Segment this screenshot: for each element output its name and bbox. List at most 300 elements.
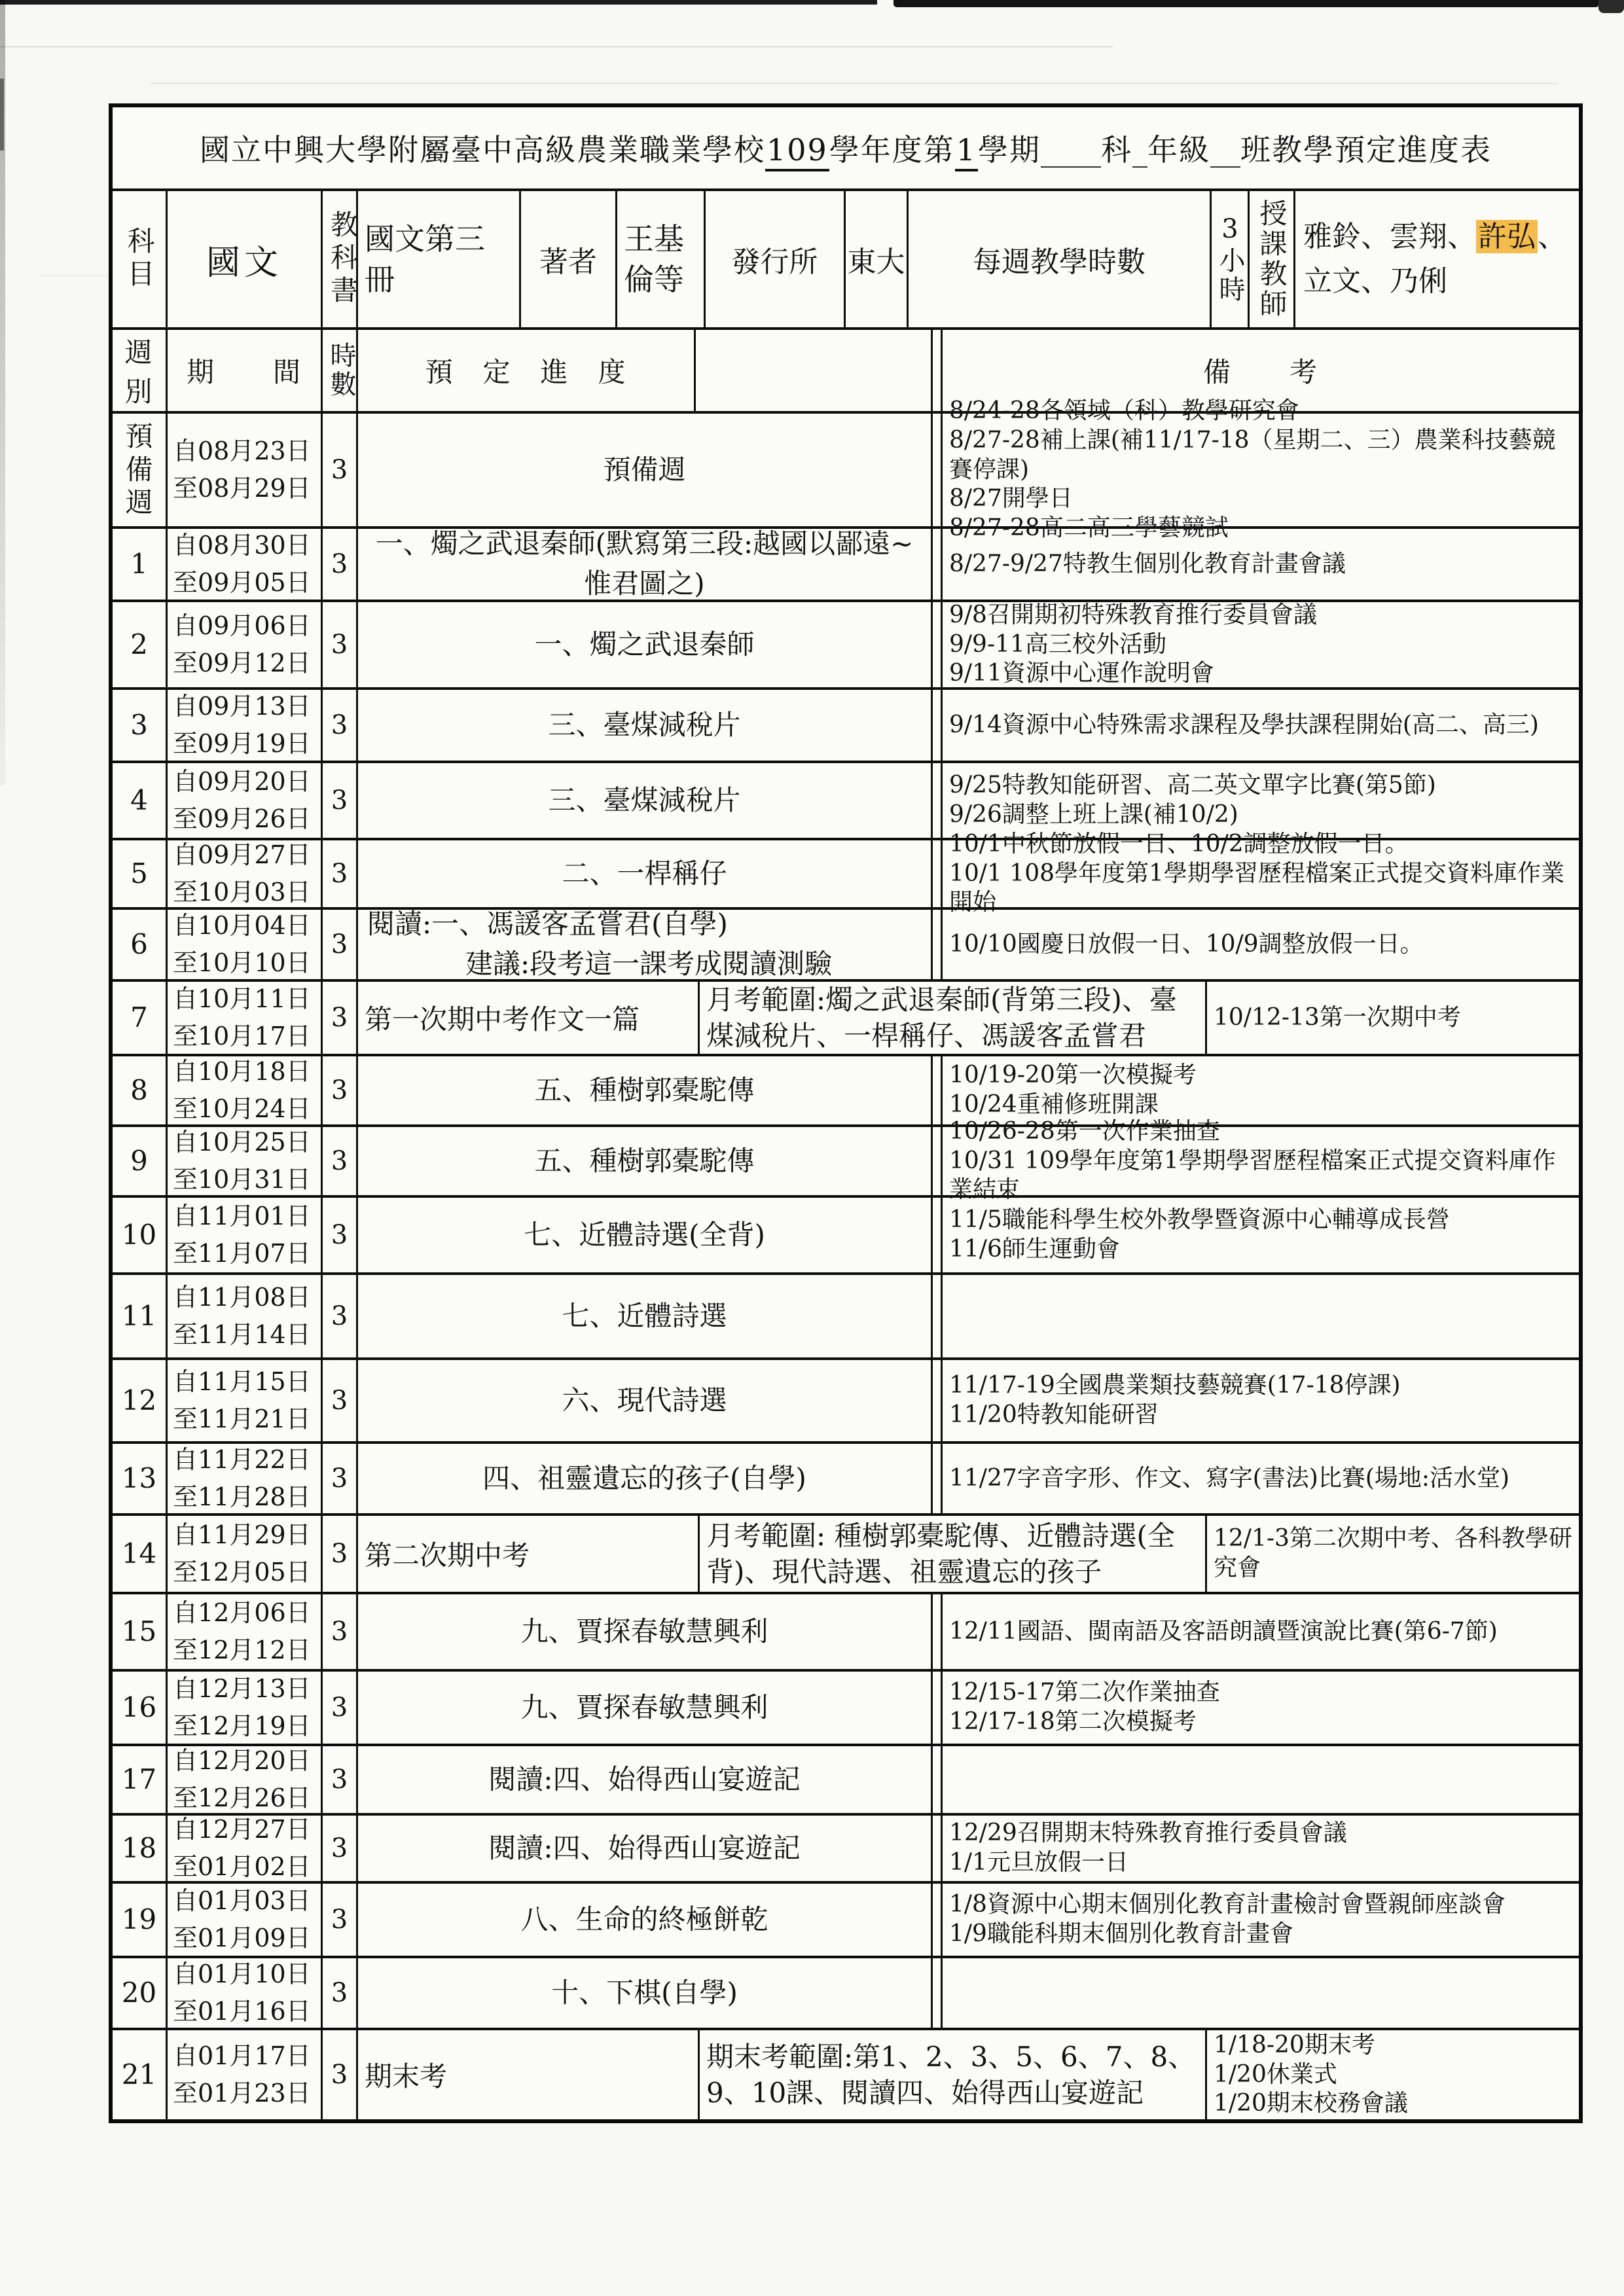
progress-cell [358,982,700,1054]
hours-cell: 3 [323,2030,358,2119]
period-line: 至11月28日 [173,1482,311,1511]
remarks-cell [943,690,1579,761]
column-divider [933,1275,943,1357]
period-line: 至11月14日 [173,1320,311,1349]
title-text: 班教學預定進度表 [1240,132,1492,168]
progress-line: 四、祖靈遺忘的孩子(自學) [482,1462,806,1494]
subject-value-cell [168,191,323,327]
progress-line: 七、近體詩選(全背) [524,1218,765,1251]
period-line: 至10月24日 [173,1094,311,1123]
period-cell [168,1275,323,1357]
period-cell [168,1516,323,1592]
hours-cell: 3 [323,690,358,761]
week-cell [113,602,168,687]
title-text: __ [1210,132,1241,168]
publisher-label-cell [706,191,846,327]
period-line: 至01月16日 [173,1997,311,2026]
author-value: 王基倫等 [624,221,684,297]
column-divider [933,1958,943,2028]
progress-cell [358,1444,933,1513]
subject-value: 國文 [206,243,282,283]
progress-line: 一、燭之武退秦師 [534,628,755,660]
page-title [200,126,1492,170]
scan-artifact [151,82,1558,84]
period-cell [168,1056,323,1124]
progress-line: 閱讀:四、始得西山宴遊記 [488,1763,801,1795]
progress-cell [358,1056,933,1124]
period-line: 至10月17日 [173,1022,311,1050]
exam-scope-text: 期末考範圍:第1、2、3、5、6、7、8、9、10課、閱讀四、始得西山宴遊記 [706,2040,1196,2109]
week-number: 2 [130,628,148,660]
remark-line: 12/1-3第二次期中考、各科教學研究會 [1214,1525,1572,1581]
progress-cell [358,2030,700,2119]
week-cell [113,1594,168,1669]
progress-line: 閱讀:四、始得西山宴遊記 [488,1831,801,1864]
remark-line: 10/1中秋節放假一日、10/2調整放假一日。 [949,831,1409,858]
progress-cell [358,1516,700,1592]
period-line: 自11月08日 [173,1283,311,1312]
textbook-label: 教科書 [327,210,359,308]
title-text: _ [1132,132,1148,168]
column-header-empty [696,330,933,411]
progress-line: 九、賈探春敏慧興利 [520,1691,768,1723]
title-underlined-value: 109 [765,132,829,171]
week-cell [113,1127,168,1195]
period-line: 至11月07日 [173,1239,311,1268]
hours-cell: 3 [323,1198,358,1272]
remarks-cell [943,1444,1579,1513]
scan-artifact [0,0,5,785]
progress-line: 六、現代詩選 [562,1384,727,1416]
column-remarks: 備 考 [1202,356,1318,388]
table-row [113,1275,1579,1360]
period-line: 自08月30日 [173,531,311,560]
remark-line: 9/8召開期初特殊教育推行委員會議 [949,601,1317,629]
table-row [113,1816,1579,1884]
table-row [113,763,1579,840]
remarks-cell [943,1746,1579,1813]
teachers-value-cell [1295,191,1579,327]
week-number: 10 [121,1218,157,1251]
remark-line: 8/24-28各領域（科）教學研究會 [949,397,1299,425]
remark-line: 11/6師生運動會 [949,1236,1120,1263]
remark-line: 10/12-13第一次期中考 [1214,1003,1461,1031]
progress-cell [358,1594,933,1669]
hours-cell: 3 [323,1958,358,2028]
period-line: 至01月09日 [173,1924,311,1952]
progress-line: 二、一桿稱仔 [562,857,727,889]
week-cell [113,763,168,838]
hours-cell: 3 [323,1516,358,1592]
hours-cell: 3 [323,1056,358,1124]
week-cell [113,1198,168,1272]
remarks-cell [943,529,1579,600]
remarks-cell [943,1198,1579,1272]
period-line: 自12月27日 [173,1815,311,1844]
week-number: 16 [121,1691,157,1723]
progress-cell [358,529,933,600]
week-cell [113,982,168,1054]
progress-cell [358,763,933,838]
period-cell [168,1594,323,1669]
period-cell [168,1746,323,1813]
exam-scope-text: 月考範圍: 種樹郭橐駝傳、近體詩選(全背)、現代詩選、祖靈遺忘的孩子 [706,1519,1175,1588]
week-number: 20 [121,1976,157,2009]
column-divider [933,1198,943,1272]
period-line: 自10月04日 [173,911,311,940]
period-line: 至09月19日 [173,729,311,758]
teacher-names: 、立文、乃俐 [1303,219,1566,298]
progress-line: 預備週 [603,453,686,486]
period-cell [168,1672,323,1744]
period-cell [168,1360,323,1441]
progress-line: 惟君圖之) [584,567,705,600]
remark-line: 11/17-19全國農業類技藝競賽(17-18停課) [949,1372,1401,1399]
remark-line: 1/20期末校務會議 [1214,2090,1408,2117]
progress-line: 第二次期中考 [365,1539,530,1571]
progress-line: 一、燭之武退秦師(默寫第三段:越國以鄙遠~ [375,528,914,560]
remark-line: 12/15-17第二次作業抽查 [949,1679,1220,1706]
period-line: 自11月22日 [173,1445,311,1474]
remark-line: 11/27字音字形、作文、寫字(書法)比賽(場地:活水堂) [949,1464,1510,1492]
progress-cell [358,840,933,907]
remarks-cell [943,1816,1579,1881]
table-row [113,1594,1579,1672]
table-row [113,910,1579,982]
remark-line: 8/27開學日 [949,485,1073,512]
period-cell [168,414,323,526]
period-cell [168,840,323,907]
remarks-cell [943,763,1579,838]
week-number: 12 [121,1384,157,1416]
column-divider [933,763,943,838]
scan-artifact [0,79,4,151]
remarks-cell [943,1884,1579,1956]
week-cell [113,2030,168,2119]
period-line: 自10月25日 [173,1128,311,1157]
hours-cell: 3 [323,1127,358,1195]
remark-line: 10/1 108學年度第1學期學習歷程檔案正式提交資料庫作業開始 [949,859,1564,916]
column-divider [933,1444,943,1513]
column-divider [933,910,943,979]
column-divider [933,1594,943,1669]
week-number: 15 [121,1615,157,1647]
remark-line: 10/31 109學年度第1學期學習歷程檔案正式提交資料庫作業結束 [949,1147,1556,1204]
period-cell [168,1127,323,1195]
column-divider [933,1884,943,1956]
week-cell [113,1360,168,1441]
period-cell [168,1958,323,2028]
hours-cell: 3 [323,910,358,979]
table-row [113,690,1579,763]
table-row [113,1516,1579,1594]
column-divider [933,690,943,761]
textbook-value-cell [358,191,521,327]
week-cell [113,1958,168,2028]
remarks-cell [943,831,1579,916]
period-cell [168,763,323,838]
week-number: 18 [121,1831,157,1864]
progress-line: 八、生命的終極餅乾 [520,1903,768,1935]
week-cell [113,1816,168,1881]
title-text: 學期 [978,132,1041,168]
period-line: 至10月03日 [173,878,311,906]
hours-cell: 3 [323,982,358,1054]
period-cell [168,982,323,1054]
week-cell [113,840,168,907]
week-cell [113,1746,168,1813]
week-number: 13 [121,1462,157,1494]
progress-cell [358,690,933,761]
remarks-cell [1207,1516,1579,1592]
teacher-name-highlighted: 許弘 [1476,220,1538,253]
progress-line: 三、臺煤減稅片 [548,708,741,741]
remark-line: 1/8資源中心期末個別化教育計畫檢討會暨親師座談會 [949,1891,1506,1918]
hours-cell: 3 [323,1444,358,1513]
week-number: 14 [121,1537,157,1570]
hours-cell: 3 [323,602,358,687]
column-hours: 時數 [323,330,358,411]
exam-scope-cell [700,982,1207,1054]
hours-cell: 3 [323,763,358,838]
scan-artifact [0,0,877,5]
week-number: 1 [130,547,148,580]
remark-line: 12/11國語、閩南語及客語朗讀暨演說比賽(第6-7節) [949,1617,1498,1645]
table-row [113,2030,1579,2119]
week-number: 17 [121,1763,157,1795]
remark-line: 8/27-28補上課(補11/17-18（星期二、三）農業科技藝競賽停課) [949,427,1556,483]
teachers-value [1303,215,1575,304]
progress-line: 五、種樹郭橐駝傳 [534,1144,755,1177]
period-line: 至12月26日 [173,1784,311,1812]
period-cell [168,690,323,761]
table-row [113,1672,1579,1746]
period-line: 自12月13日 [173,1674,311,1703]
period-line: 自09月13日 [173,692,311,721]
weekly-hours-value-cell [1212,191,1250,327]
period-line: 自11月15日 [173,1367,311,1396]
hours-cell: 3 [323,1884,358,1956]
week-cell [113,1275,168,1357]
table-row [113,1958,1579,2030]
period-cell [168,529,323,600]
table-row [113,982,1579,1056]
title-text: 科 [1101,132,1133,168]
weekly-hours-label-cell [909,191,1212,327]
progress-line: 閱讀:一、馮諼客孟嘗君(自學) [367,908,728,941]
progress-cell [358,414,933,526]
progress-line: 建議:段考這一課考成閱讀測驗 [465,948,833,980]
column-divider [933,1056,943,1124]
period-line: 至09月12日 [173,649,311,677]
remarks-cell [943,1118,1579,1204]
remark-line: 12/17-18第二次模擬考 [949,1708,1197,1735]
progress-cell [358,1127,933,1195]
remarks-cell [943,1958,1579,2028]
remark-line: 1/9職能科期末個別化教育計畫會 [949,1920,1293,1947]
scan-artifact [0,46,1113,48]
period-line: 自09月27日 [173,840,311,869]
progress-line: 三、臺煤減稅片 [548,783,741,816]
progress-cell [358,1884,933,1956]
period-line: 至09月26日 [173,804,311,833]
progress-line: 五、種樹郭橐駝傳 [534,1073,755,1106]
hours-cell: 3 [323,1594,358,1669]
progress-cell [358,1958,933,2028]
week-number: 7 [130,1001,148,1033]
period-cell [168,1198,323,1272]
remark-line: 11/20特教知能研習 [949,1401,1159,1428]
remarks-cell [943,1594,1579,1669]
column-divider [933,1127,943,1195]
column-divider [933,1672,943,1744]
remark-line: 1/18-20期末考 [1214,2032,1375,2059]
table-row [113,602,1579,690]
title-text: 國立中興大學附屬臺中高級農業職業學校 [199,132,765,168]
progress-line: 十、下棋(自學) [551,1976,738,2009]
textbook-value: 國文第三冊 [365,221,485,297]
hours-cell: 3 [323,1360,358,1441]
week-number: 9 [130,1144,148,1177]
period-line: 自09月20日 [173,767,311,796]
exam-scope-cell [700,2030,1207,2119]
table-row [113,1118,1579,1204]
period-line: 至11月21日 [173,1405,311,1433]
column-divider [933,1746,943,1813]
table-row [113,831,1579,916]
subject-label-cell [113,191,168,327]
remarks-cell [1207,2030,1579,2119]
exam-scope-text: 月考範圍:燭之武退秦師(背第三段)、臺煤減稅片、一桿稱仔、馮諼客孟嘗君 [706,983,1177,1052]
table-row [113,397,1579,541]
column-divider [933,840,943,907]
week-number: 6 [130,927,148,960]
table-row [113,1056,1579,1127]
title-text: 學年度第 [829,132,955,168]
title-underlined-value: 1 [955,132,978,171]
period-line: 至10月31日 [173,1165,311,1194]
remarks-cell [943,1672,1579,1744]
table-row [113,1746,1579,1816]
progress-line: 第一次期中考作文一篇 [365,1003,640,1035]
period-cell [168,602,323,687]
remark-line: 10/10國慶日放假一日、10/9調整放假一日。 [949,930,1424,958]
textbook-label-cell [323,191,358,327]
week-cell [113,1444,168,1513]
progress-cell [358,1360,933,1441]
period-line: 至09月05日 [173,568,311,597]
period-line: 自11月01日 [173,1202,311,1230]
week-number: 11 [121,1299,157,1332]
table-row [113,1198,1579,1275]
period-line: 至08月29日 [173,474,311,503]
remark-line: 10/24重補修班開課 [949,1091,1159,1118]
column-divider [933,1360,943,1441]
remarks-cell [943,602,1579,687]
exam-scope-cell [700,1516,1207,1592]
period-line: 自01月17日 [173,2041,311,2070]
period-line: 自10月11日 [173,984,311,1013]
week-number: 4 [130,783,148,816]
column-week: 週別 [113,330,168,411]
remark-line: 8/27-9/27特教生個別化教育計畫會議 [949,550,1346,577]
title-text: 年級 [1147,132,1211,168]
period-line: 至01月23日 [173,2079,311,2108]
remark-line: 12/29召開期末特殊教育推行委員會議 [949,1820,1347,1847]
progress-line: 期末考 [365,2060,448,2092]
column-divider [933,602,943,687]
remarks-cell [943,1360,1579,1441]
teachers-label: 授課教師 [1255,199,1288,319]
week-number: 19 [121,1903,157,1935]
hours-cell: 3 [323,1816,358,1881]
week-number: 21 [121,2058,157,2090]
hours-cell: 3 [323,1746,358,1813]
info-row [113,191,1579,330]
week-cell [113,1516,168,1592]
progress-cell [358,1746,933,1813]
period-line: 自01月10日 [173,1960,311,1988]
week-number: 3 [130,708,148,741]
title-text: ____ [1041,132,1102,168]
period-cell [168,910,323,979]
hours-cell: 3 [323,1672,358,1744]
period-line: 至12月19日 [173,1712,311,1740]
period-line: 至10月10日 [173,948,311,977]
period-cell [168,2030,323,2119]
remark-line: 10/19-20第一次模擬考 [949,1062,1197,1089]
hours-cell: 3 [323,529,358,600]
publisher-value-cell [846,191,909,327]
progress-line: 七、近體詩選 [562,1299,727,1332]
teacher-names: 雅鈴、雲翔、 [1303,219,1476,253]
period-line: 自12月20日 [173,1746,311,1775]
column-divider [933,414,943,526]
progress-cell [358,1816,933,1881]
subject-label: 科目 [123,226,156,292]
week-number: 5 [130,857,148,889]
progress-cell [358,1198,933,1272]
week-cell [113,1056,168,1124]
remark-line: 9/25特教知能研習、高二英文單字比賽(第5節) [949,772,1436,799]
scan-artifact [893,0,1599,7]
remark-line: 1/20休業式 [1214,2060,1337,2088]
remark-line: 9/14資源中心特殊需求課程及學扶課程開始(高二、高三) [949,711,1539,738]
remark-line: 9/11資源中心運作說明會 [949,660,1214,687]
publisher-label: 發行所 [731,245,818,279]
author-label-cell [521,191,617,327]
column-divider [933,529,943,600]
remark-line: 1/1元旦放假一日 [949,1849,1128,1876]
scan-artifact [1598,0,1624,13]
author-label: 著者 [539,245,597,279]
progress-cell [358,1672,933,1744]
period-line: 自11月29日 [173,1520,311,1549]
week-cell [113,414,168,526]
period-line: 自10月18日 [173,1057,311,1086]
column-divider [933,330,943,411]
progress-cell [358,602,933,687]
remarks-cell [1207,982,1579,1054]
period-cell [168,1884,323,1956]
period-line: 至12月12日 [173,1636,311,1664]
table-row [113,1444,1579,1516]
week-cell [113,690,168,761]
table-row [113,529,1579,602]
table-row [113,1884,1579,1958]
column-period: 期 間 [168,330,323,411]
week-cell [113,1672,168,1744]
